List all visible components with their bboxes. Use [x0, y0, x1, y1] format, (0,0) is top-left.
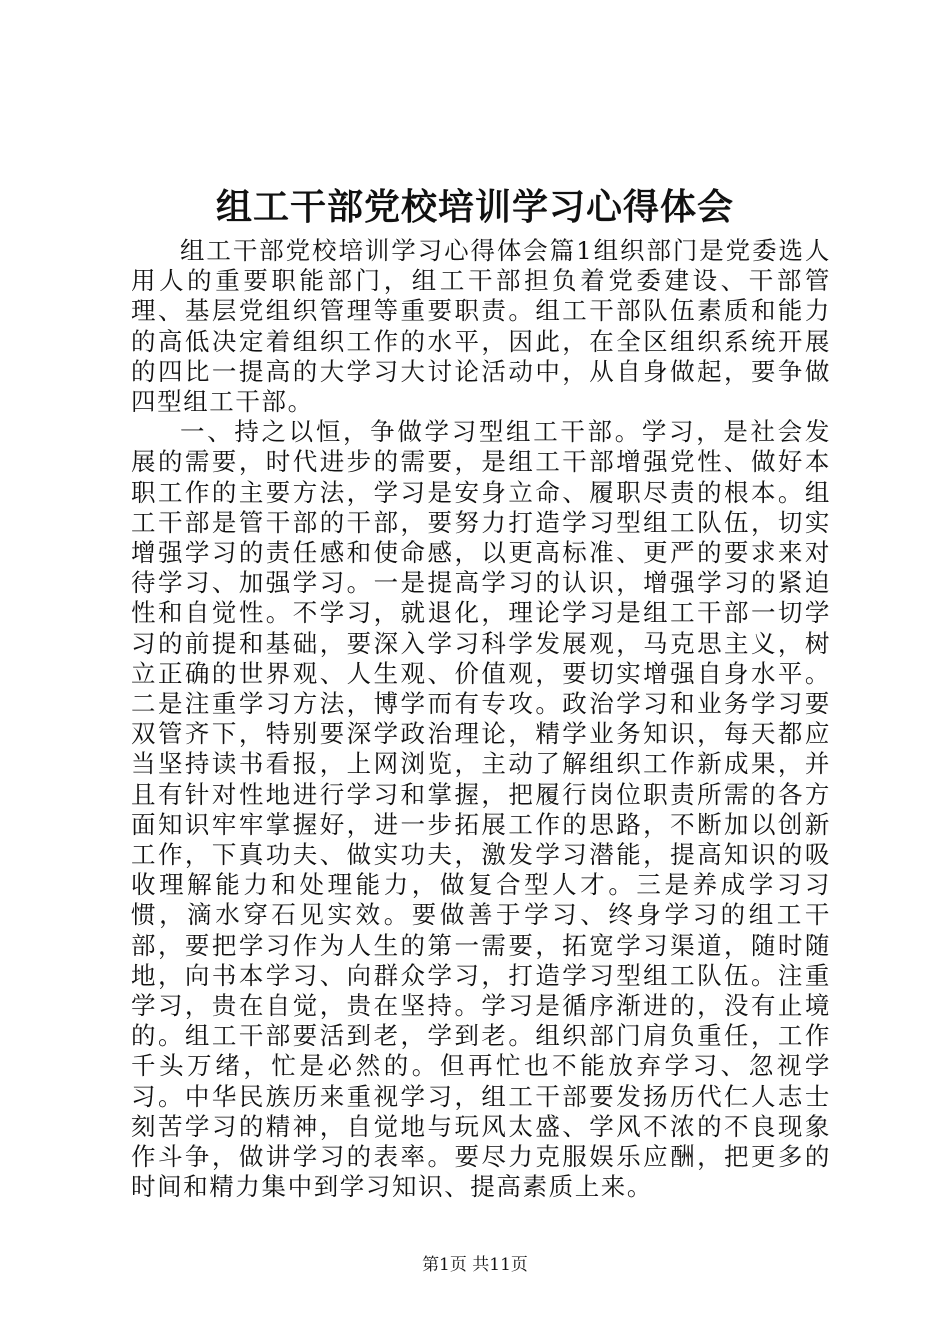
- paragraph-intro: 组工干部党校培训学习心得体会篇1组织部门是党委选人用人的重要职能部门，组工干部担负着党委建设、干部管理、基层党组织管理等重要职责。组工干部队伍素质和能力的高低决定着组织工作的水平，因此，在全区组织系统开展的四比一提高的大学习大讨论活动中，从自身做起，要争做四型组工干部。: [131, 236, 831, 417]
- document-title: 组工干部党校培训学习心得体会: [215, 186, 734, 228]
- page-number-footer: 第1页 共11页: [422, 1255, 528, 1275]
- paragraph-section-one: 一、持之以恒，争做学习型组工干部。学习，是社会发展的需要，时代进步的需要，是组工干部增强党性、做好本职工作的主要方法，学习是安身立命、履职尽责的根本。组工干部是管干部的干部，要努力打造学习型组工队伍，切实增强学习的责任感和使命感，以更高标准、更严的要求来对待学习、加强学习。一是提高学习的认识，增强学习的紧迫性和自觉性。不学习，就退化，理论学习是组工干部一切学习的前提和基础，要深入学习科学发展观，马克思主义，树立正确的世界观、人生观、价值观，要切实增强自身水平。二是注重学习方法，博学而有专攻。政治学习和业务学习要双管齐下，特别要深学政治理论，精学业务知识，每天都应当坚持读书看报，上网浏览，主动了解组织工作新成果，并且有针对性地进行学习和掌握，把履行岗位职责所需的各方面知识牢牢掌握好，进一步拓展工作的思路，不断加以创新工作，下真功夫、做实功夫，激发学习潜能，提高知识的吸收理解能力和处理能力，做复合型人才。三是养成学习习惯，滴水穿石见实效。要做善于学习、终身学习的组工干部，要把学习作为人生的第一需要，拓宽学习渠道，随时随地，向书本学习、向群众学习，打造学习型组工队伍。注重学习，贵在自觉，贵在坚持。学习是循序渐进的，没有止境的。组工干部要活到老，学到老。组织部门肩负重任，工作千头万绪，忙是必然的。但再忙也不能放弃学习、忽视学习。中华民族历来重视学习，组工干部要发扬历代仁人志士刻苦学习的精神，自觉地与玩风太盛、学风不浓的不良现象作斗争，做讲学习的表率。要尽力克服娱乐应酬，把更多的时间和精力集中到学习知识、提高素质上来。: [131, 417, 831, 1202]
- document-body: [131, 236, 831, 1203]
